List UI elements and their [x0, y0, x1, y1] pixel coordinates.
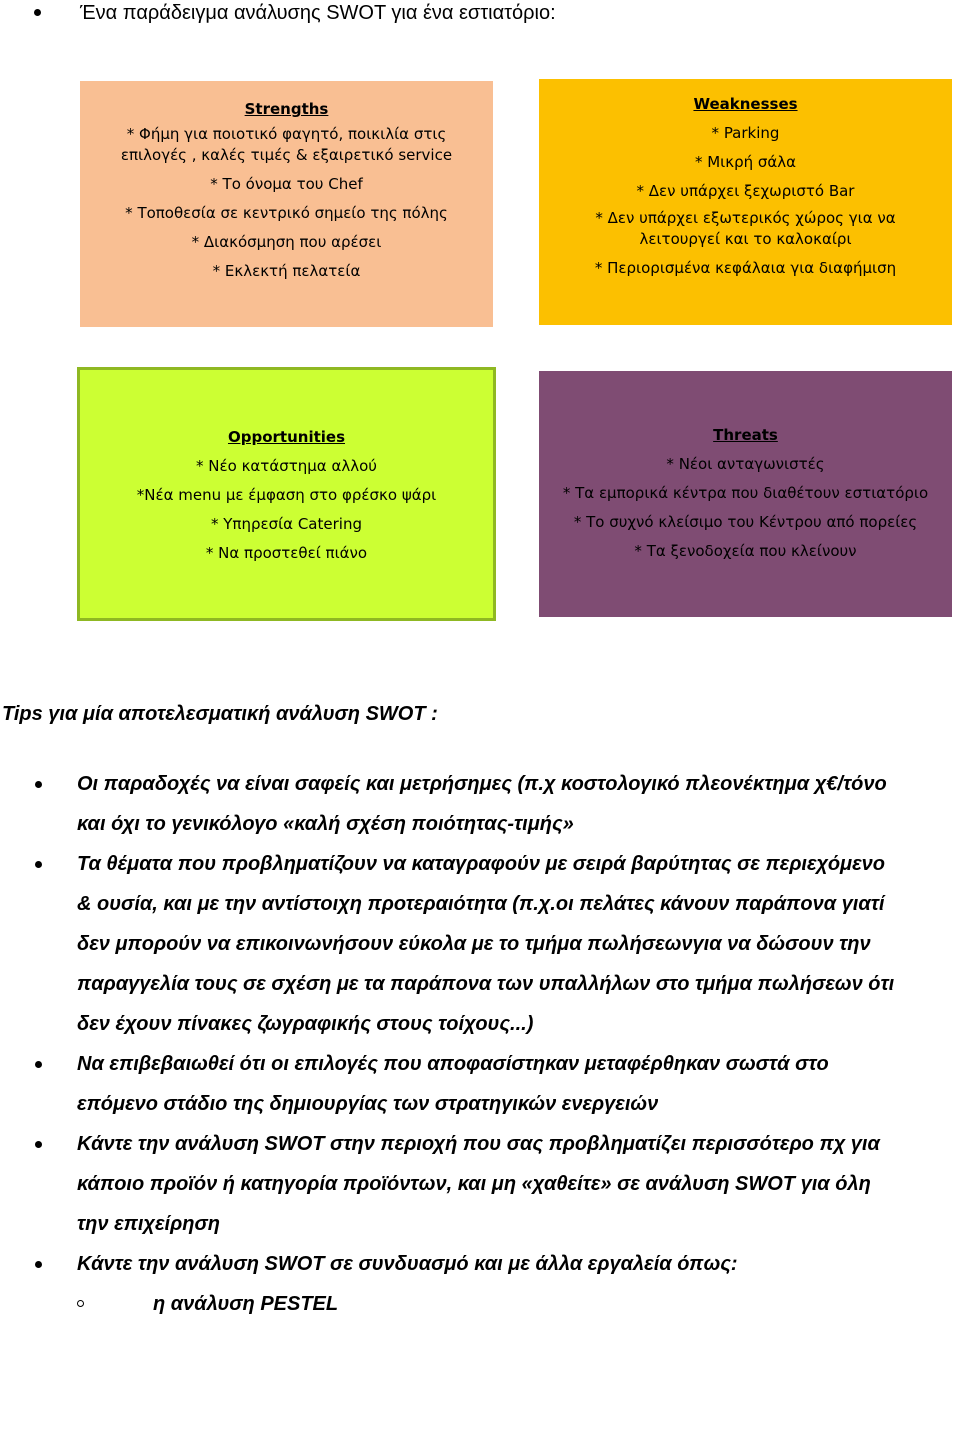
opportunity-item: * Υπηρεσία Catering	[211, 515, 362, 533]
weaknesses-title: Weaknesses	[693, 95, 798, 113]
tip-item	[0, 844, 960, 1044]
subtip-text: η ανάλυση PESTEL	[153, 1293, 339, 1315]
threat-item: * Τα ξενοδοχεία που κλείνουν	[634, 542, 857, 560]
weakness-item: * Parking	[711, 124, 780, 142]
strength-item: * Διακόσμηση που αρέσει	[191, 233, 382, 251]
tip-text: Οι παραδοχές να είναι σαφείς και μετρήσημες (π.χ κοστολογικό πλεονέκτημα χ€/τόνο και όχι το γενικόλογο «καλή σχέση ποιότητας-τιμής»	[77, 773, 887, 835]
strength-item: * Τοποθεσία σε κεντρικό σημείο της πόλης	[125, 204, 448, 222]
circle-bullet-icon	[77, 1300, 84, 1307]
threat-item: * Νέοι ανταγωνιστές	[666, 455, 825, 473]
strength-item: * Το όνομα του Chef	[210, 175, 363, 193]
bullet-icon	[35, 1061, 42, 1068]
weakness-item: * Δεν υπάρχει ξεχωριστό Bar	[636, 182, 855, 200]
intro-line	[0, 0, 960, 30]
strengths-title: Strengths	[244, 100, 329, 118]
threats-title: Threats	[713, 426, 778, 444]
opportunity-item: * Νέο κατάστημα αλλού	[196, 457, 377, 475]
tip-text: Κάντε την ανάλυση SWOT στην περιοχή που σας προβληματίζει περισσότερο πχ για κάποιο προϊόν ή κατηγορία προϊόντων, και μη «χαθείτε» σε ανάλυση SWOT για όλη την επιχείρηση	[77, 1133, 880, 1235]
bullet-icon	[34, 9, 41, 16]
tip-text: Κάντε την ανάλυση SWOT σε συνδυασμό και με άλλα εργαλεία όπως:	[77, 1253, 738, 1275]
strength-item: * Φήμη για ποιοτικό φαγητό, ποικιλία στις επιλογές , καλές τιμές & εξαιρετικό service	[120, 125, 453, 164]
weaknesses-box	[539, 79, 952, 325]
tip-text: Τα θέματα που προβληματίζουν να καταγραφούν με σειρά βαρύτητας σε περιεχόμενο & ουσία, και με την αντίστοιχη προτεραιότητα (π.χ.οι πελάτες κάνουν παράπονα γιατί δεν μπορούν να επικοινωνήσουν εύκολα με το τμήμα πωλήσεωνγια να δώσουν την παραγγελία τους σε σχέση με τα παράπονα των υπαλλήλων στο τμήμα πωλήσεων ότι δεν έχουν πίνακες ζωγραφικής στους τοίχους...)	[77, 853, 895, 1035]
tips-heading: Tips για μία αποτελεσματική ανάλυση SWOT :	[2, 703, 438, 725]
opportunity-item: *Νέα menu με έμφαση στο φρέσκο ψάρι	[136, 486, 437, 504]
opportunities-box	[77, 367, 496, 621]
tip-item	[0, 764, 960, 844]
threat-item: * Τα εμπορικά κέντρα που διαθέτουν εστιατόριο	[562, 484, 929, 502]
threats-box	[539, 371, 952, 617]
bullet-icon	[35, 1261, 42, 1268]
subtip-item	[0, 1284, 960, 1324]
weakness-item: * Περιορισμένα κεφάλαια για διαφήμιση	[594, 259, 897, 277]
tips-list	[0, 764, 960, 1324]
opportunities-title: Opportunities	[227, 428, 345, 446]
bullet-icon	[35, 1141, 42, 1148]
strengths-box	[80, 81, 493, 327]
strength-item: * Εκλεκτή πελατεία	[212, 262, 361, 280]
weakness-item: * Δεν υπάρχει εξωτερικός χώρος για να λειτουργεί και το καλοκαίρι	[595, 209, 896, 248]
tip-item	[0, 1124, 960, 1244]
tip-item	[0, 1044, 960, 1124]
tip-text: Να επιβεβαιωθεί ότι οι επιλογές που αποφασίστηκαν μεταφέρθηκαν σωστά στο επόμενο στάδιο της δημιουργίας των στρατηγικών ενεργειών	[77, 1053, 829, 1115]
tip-item	[0, 1244, 960, 1284]
threat-item: * Το συχνό κλείσιμο του Κέντρου από πορείες	[573, 513, 918, 531]
bullet-icon	[35, 781, 42, 788]
weakness-item: * Μικρή σάλα	[694, 153, 797, 171]
intro-text: Ένα παράδειγμα ανάλυσης SWOT για ένα εστιατόριο:	[80, 2, 556, 24]
bullet-icon	[35, 861, 42, 868]
opportunity-item: * Να προστεθεί πιάνο	[205, 544, 368, 562]
